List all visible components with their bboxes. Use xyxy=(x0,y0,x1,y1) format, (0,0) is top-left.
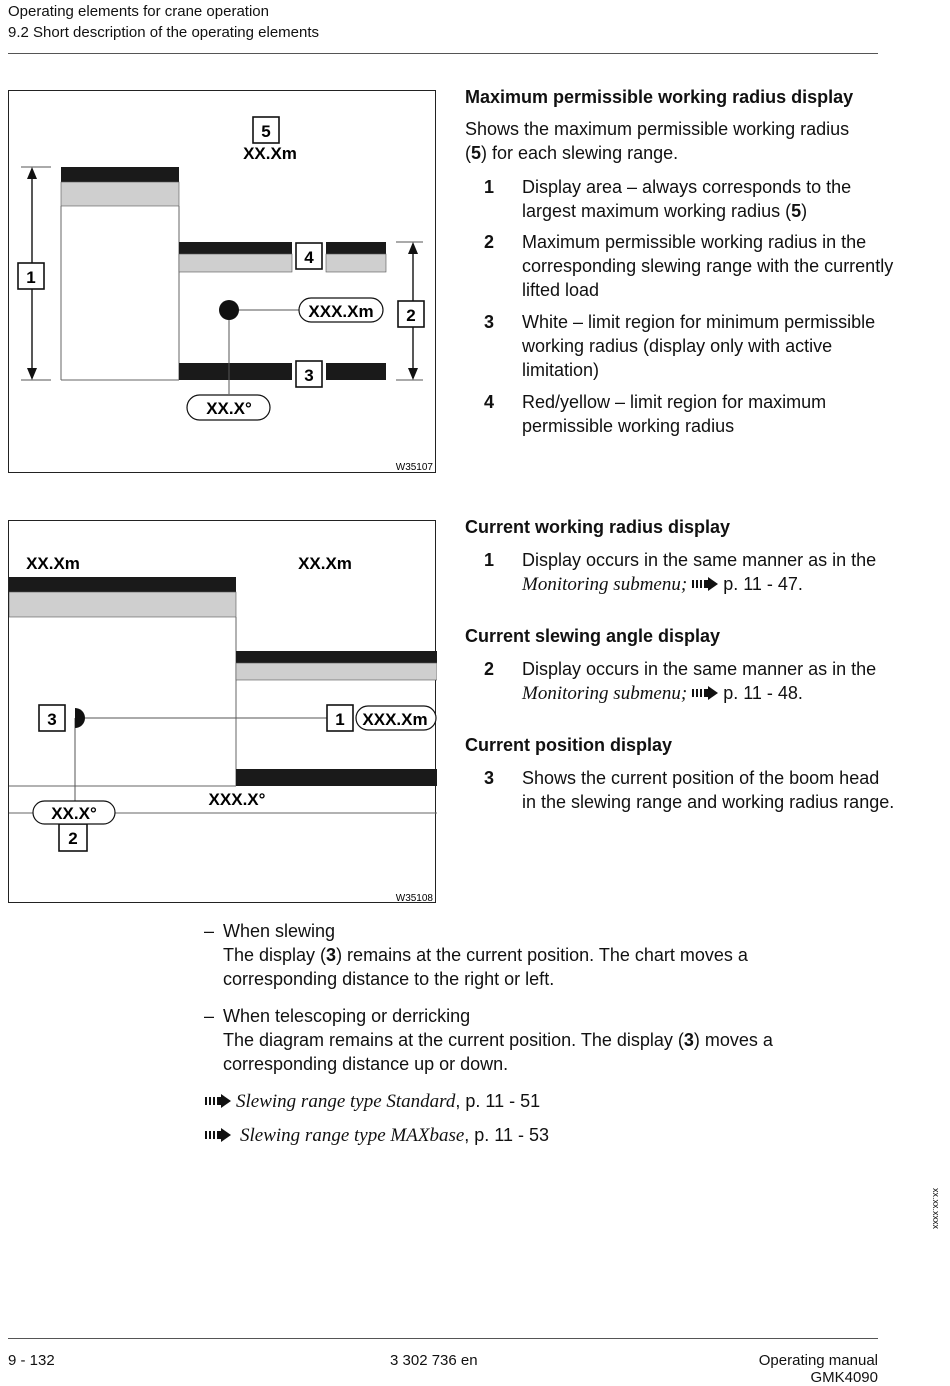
right-bar-dark xyxy=(236,651,437,663)
callout-1: 1 xyxy=(26,268,36,287)
section-heading-current-position: Current position display xyxy=(465,735,673,755)
figure-code: W35107 xyxy=(395,462,433,473)
link-monitoring-submenu[interactable]: Monitoring submenu; xyxy=(522,683,688,704)
reference-title[interactable]: Slewing range type Standard xyxy=(236,1091,456,1112)
callout-1: 1 xyxy=(335,710,345,729)
list-item: 3 Shows the current position of the boom head in the slewing range and working radius range. xyxy=(484,768,895,812)
radius-left-label: XX.Xm xyxy=(26,554,80,573)
bottom-bar-dark-a xyxy=(179,363,292,380)
left-bar-dark xyxy=(61,167,179,182)
reference-arrow-icon xyxy=(692,577,718,591)
reference-arrow-icon xyxy=(205,1128,231,1142)
section-heading-current-radius: Current working radius display xyxy=(465,517,731,537)
reference-title[interactable]: Slewing range type MAXbase xyxy=(240,1125,465,1146)
figure-code: W35108 xyxy=(395,893,433,904)
footer-manual: Operating manual xyxy=(758,1352,878,1369)
right-bottom-bar xyxy=(236,769,437,786)
list-item: 3 White – limit region for minimum permissible working radius (display only with active limitation) xyxy=(484,312,876,380)
footer-doc-number: 3 302 736 en xyxy=(390,1352,478,1369)
list-item: 1 Display area – always corresponds to the largest maximum working radius (5) xyxy=(484,177,852,221)
top-bar-light-a xyxy=(179,254,292,272)
reference-page: , p. 11 - 51 xyxy=(455,1091,541,1111)
figure-max-radius-display xyxy=(8,90,436,473)
left-bar-light xyxy=(61,182,179,206)
section-intro-max-radius: Shows the maximum permissible working radius (5) for each slewing range. xyxy=(465,119,850,163)
footer-rule xyxy=(8,1338,878,1339)
header-chapter: Operating elements for crane operation xyxy=(8,3,269,20)
section-heading-max-radius: Maximum permissible working radius display xyxy=(465,87,854,107)
section-heading-slewing-angle: Current slewing angle display xyxy=(465,626,721,646)
right-bar-light xyxy=(236,663,437,680)
callout-2: 2 xyxy=(406,306,416,325)
figure2-drawing xyxy=(9,521,437,904)
figure-current-display xyxy=(8,520,436,903)
angle-mid-value: XXX.X° xyxy=(208,790,266,809)
footer-page-number: 9 - 132 xyxy=(8,1352,55,1369)
header-rule xyxy=(8,53,878,54)
radius-value: XXX.Xm xyxy=(362,710,428,729)
callout-5: 5 xyxy=(261,122,271,141)
list-item: 4 Red/yellow – limit region for maximum permissible working radius xyxy=(484,392,827,436)
header-section: 9.2 Short description of the operating elements xyxy=(8,24,320,41)
radius-value: XXX.Xm xyxy=(308,302,374,321)
footer-model: GMK4090 xyxy=(810,1369,878,1386)
callout-2: 2 xyxy=(68,829,78,848)
reference-arrow-icon xyxy=(692,686,718,700)
position-dot-half xyxy=(75,708,85,728)
callout-3: 3 xyxy=(47,710,57,729)
radius-top-label: XX.Xm xyxy=(243,144,297,163)
position-dot xyxy=(219,300,239,320)
reference-page: , p. 11 - 53 xyxy=(464,1125,549,1145)
list-item: 2 Display occurs in the same manner as in the Monitoring submenu; p. 11 - 48. xyxy=(484,659,877,704)
left-bar-light xyxy=(9,592,236,617)
top-bar-light-b xyxy=(326,254,386,272)
page-reference[interactable]: p. 11 - 47. xyxy=(723,574,803,594)
list-item: 2 Maximum permissible working radius in the corresponding slewing range with the currently lifted load xyxy=(484,232,894,300)
top-bar-dark-a xyxy=(179,242,292,254)
top-bar-dark-b xyxy=(326,242,386,254)
side-code: xx.xx.xxxx xyxy=(931,1188,941,1230)
list-item: 1 Display occurs in the same manner as in the Monitoring submenu; p. 11 - 47. xyxy=(484,550,877,595)
figure1-drawing xyxy=(9,91,437,474)
angle-left-value: XX.X° xyxy=(51,804,97,823)
bullet-when-telescoping: – When telescoping or derricking The diagram remains at the current position. The display (3) moves a corresponding distance up or down. xyxy=(204,1006,773,1074)
page-reference[interactable]: p. 11 - 48. xyxy=(723,683,803,703)
bottom-bar-dark-b xyxy=(326,363,386,380)
reference-arrow-icon xyxy=(205,1094,231,1108)
radius-right-label: XX.Xm xyxy=(298,554,352,573)
callout-4: 4 xyxy=(304,248,314,267)
angle-value: XX.X° xyxy=(206,399,252,418)
reference-standard[interactable] xyxy=(205,1089,805,1114)
left-bar-dark xyxy=(9,577,236,592)
bullet-when-slewing: – When slewing The display (3) remains at the current position. The chart moves a corresponding distance to the right or left. xyxy=(204,921,748,989)
link-monitoring-submenu[interactable]: Monitoring submenu; xyxy=(522,574,688,595)
callout-3: 3 xyxy=(304,366,314,385)
reference-maxbase[interactable] xyxy=(205,1123,805,1148)
